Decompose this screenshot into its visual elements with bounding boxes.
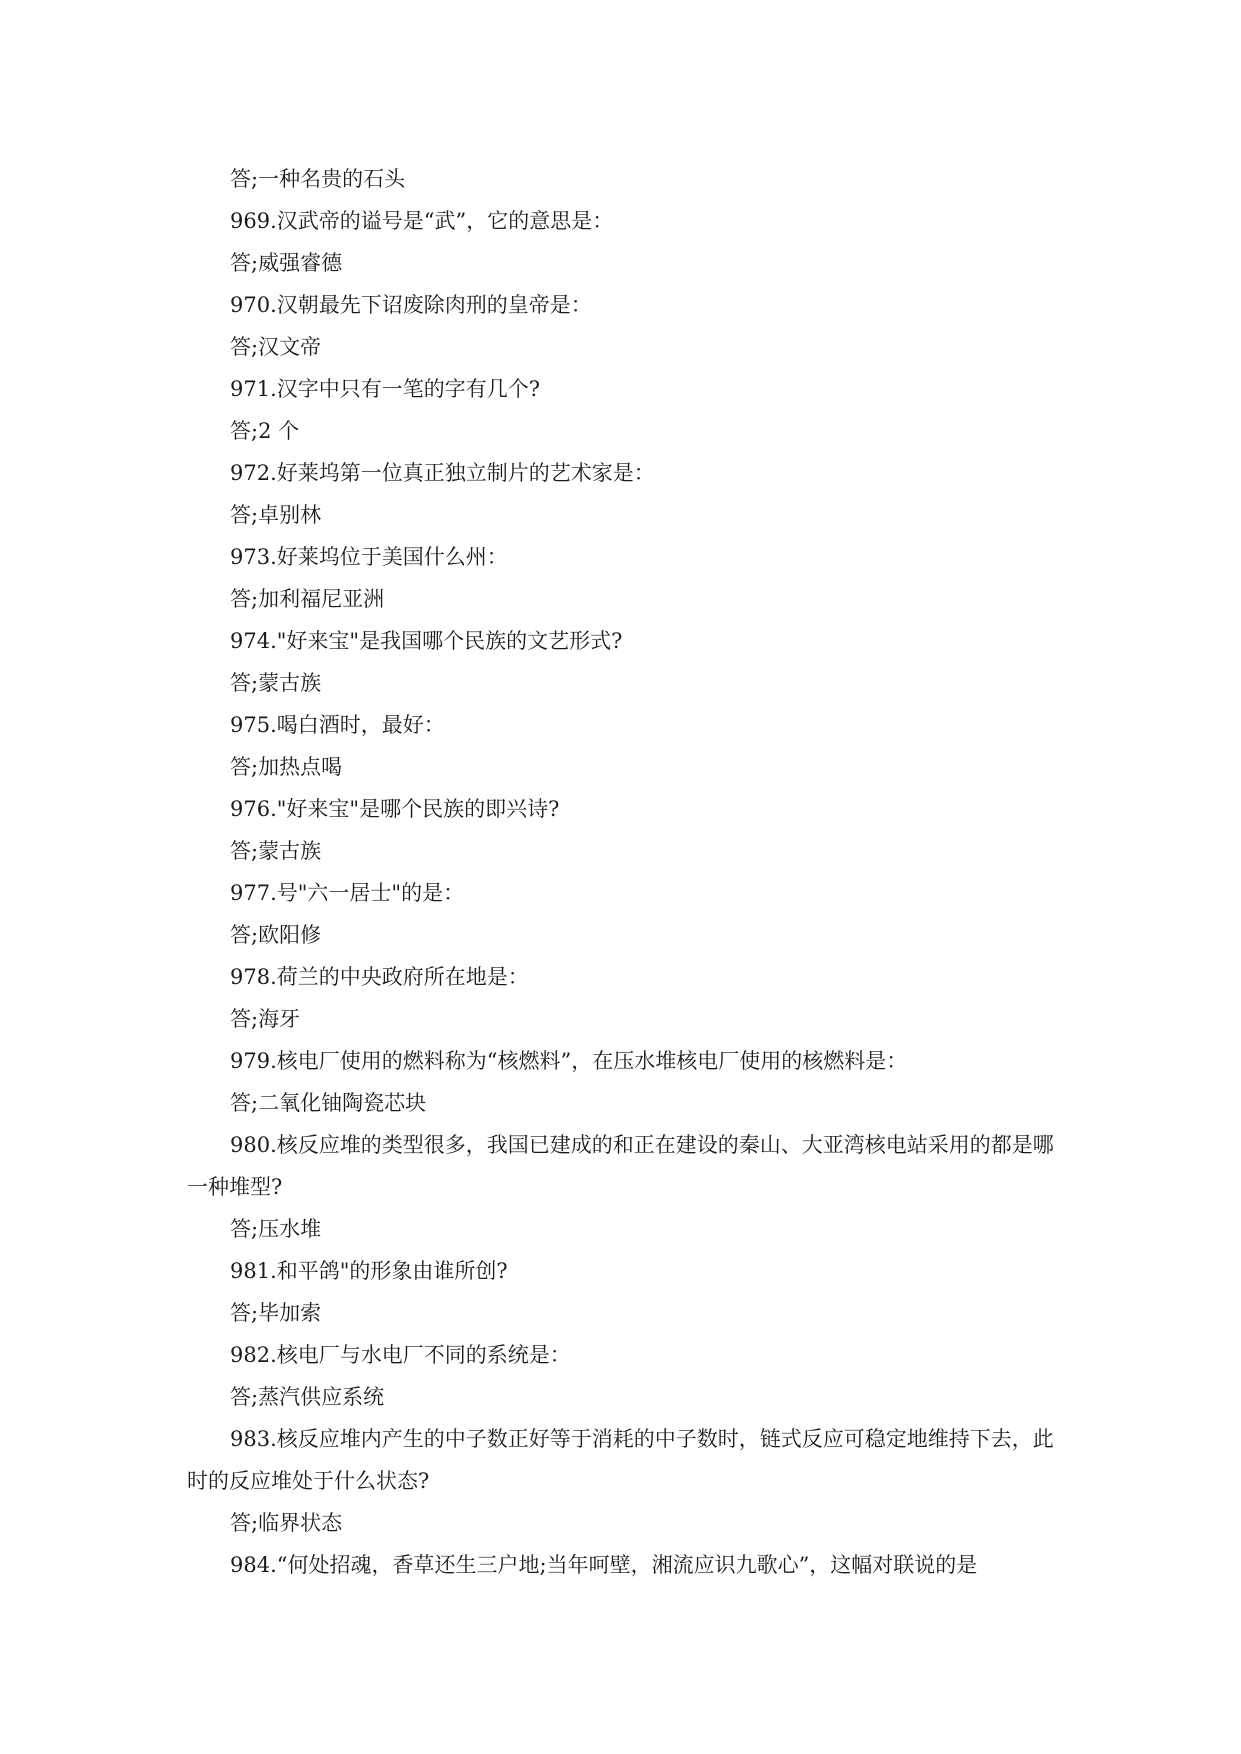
question-line: 972.好莱坞第一位真正独立制片的艺术家是： [230,461,655,485]
answer-line: 答;2 个 [230,419,300,443]
answer-line: 答;海牙 [230,1007,301,1031]
answer-line: 答;欧阳修 [230,923,322,947]
answer-line: 答;加热点喝 [230,755,343,779]
answer-line: 答;蒸汽供应系统 [230,1385,385,1409]
question-line: 979.核电厂使用的燃料称为“核燃料”，在压水堆核电厂使用的核燃料是： [230,1049,908,1073]
answer-line: 答;临界状态 [230,1511,343,1535]
answer-line: 答;汉文帝 [230,335,322,359]
answer-line: 答;加利福尼亚洲 [230,587,385,611]
question-line: 983.核反应堆内产生的中子数正好等于消耗的中子数时，链式反应可稳定地维持下去，此时的反应堆处于什么状态? [187,1427,1054,1493]
question-line: 971.汉字中只有一笔的字有几个? [230,377,541,401]
answer-line: 答;压水堆 [230,1217,322,1241]
answer-line: 答;毕加索 [230,1301,322,1325]
question-line: 970.汉朝最先下诏废除肉刑的皇帝是： [230,293,592,317]
answer-line: 答;蒙古族 [230,839,322,863]
answer-line: 答;一种名贵的石头 [230,167,406,191]
question-line: 984.“何处招魂，香草还生三户地;当年呵壁，湘流应识九歌心”，这幅对联说的是 [230,1553,978,1577]
question-line: 969.汉武帝的谥号是“武”，它的意思是： [230,209,614,233]
question-line: 974."好来宝"是我国哪个民族的文艺形式? [230,629,623,653]
answer-line: 答;威强睿德 [230,251,343,275]
question-line: 973.好莱坞位于美国什么州： [230,545,508,569]
answer-line: 答;二氧化铀陶瓷芯块 [230,1091,427,1115]
question-line: 982.核电厂与水电厂不同的系统是： [230,1343,571,1367]
question-line: 980.核反应堆的类型很多，我国已建成的和正在建设的秦山、大亚湾核电站采用的都是哪一种堆型? [187,1133,1054,1199]
document-body [187,158,1067,1586]
answer-line: 答;蒙古族 [230,671,322,695]
answer-line: 答;卓别林 [230,503,322,527]
question-line: 975.喝白酒时，最好： [230,713,445,737]
question-line: 977.号"六一居士"的是： [230,881,465,905]
question-line: 981.和平鸽"的形象由谁所创? [230,1259,508,1283]
question-line: 978.荷兰的中央政府所在地是： [230,965,529,989]
question-line: 976."好来宝"是哪个民族的即兴诗? [230,797,560,821]
